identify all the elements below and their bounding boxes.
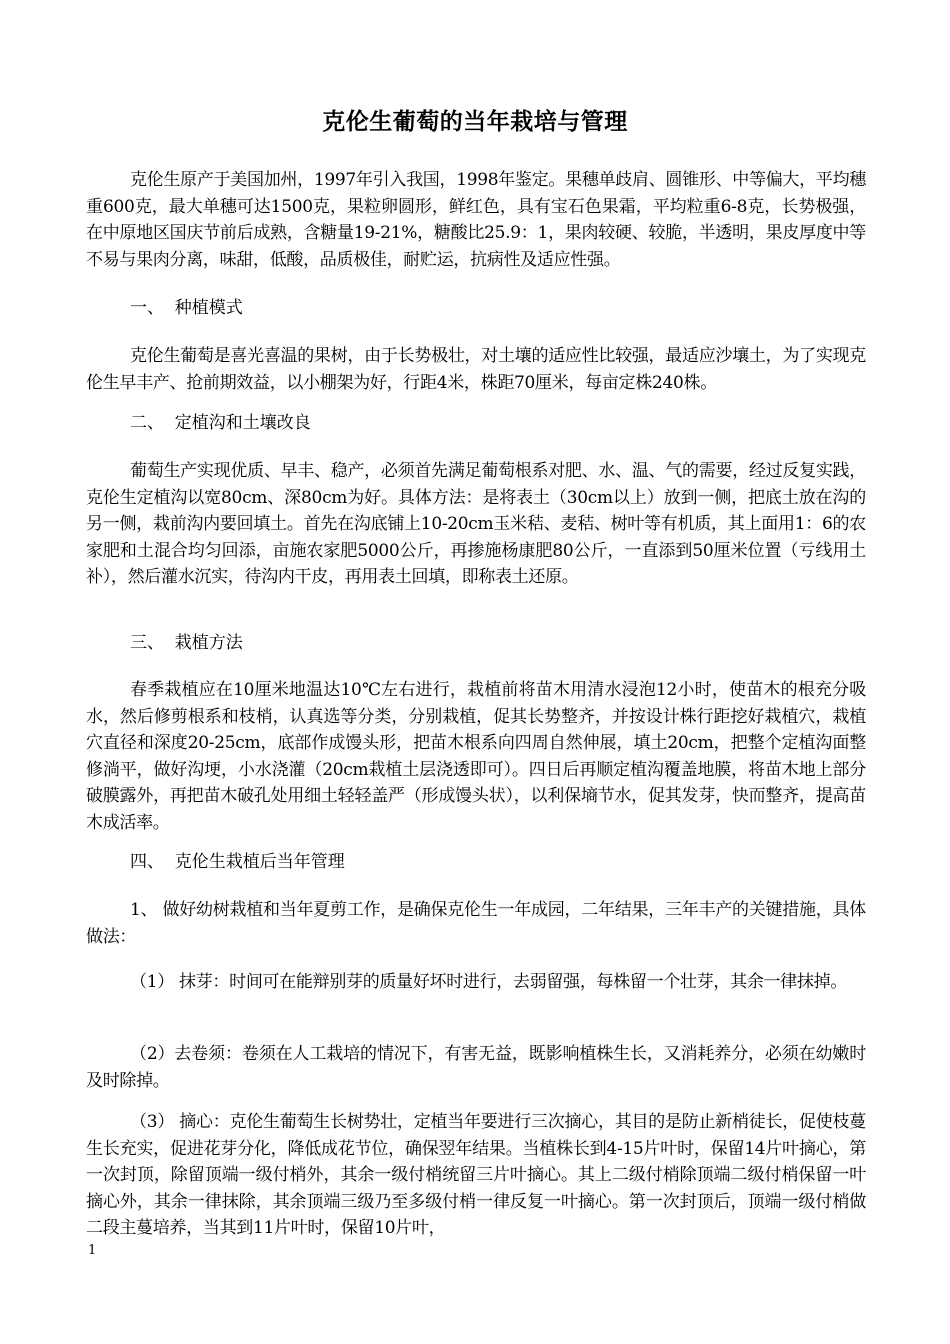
item-1-3-topping-paragraph: （3） 摘心：克伦生葡萄生长树势壮，定植当年要进行三次摘心，其目的是防止新梢徒长，促使枝蔓生长充实，促进花芽分化，降低成花节位，确保翌年结果。当植株长到4-15片叶时，保留14片叶摘心，第一次封顶，除留顶端一级付梢外，其余一级付梢统留三片叶摘心。其上二级付梢除顶端二级付梢保留一叶摘心外，其余一律抹除，其余顶端三级乃至多级付梢一律反复一叶摘心。第一次封顶后，顶端一级付梢做二段主蔓培养，当其到11片叶时，保留10片叶， bbox=[86, 1112, 866, 1238]
intro-paragraph: 克伦生原产于美国加州，1997年引入我国，1998年鉴定。果穗单歧肩、圆锥形、中等偏大，平均穗重600克，最大单穗可达1500克，果粒卵圆形，鲜红色，具有宝石色果霜，平均粒重6-8克，长势极强，在中原地区国庆节前后成熟，含糖量19-21%，糖酸比25.9：1，果肉较硬、较脆，半透明，果皮厚度中等不易与果肉分离，味甜，低酸，品质极佳，耐贮运，抗病性及适应性强。 bbox=[86, 170, 866, 270]
trench-soil-paragraph: 葡萄生产实现优质、早丰、稳产，必须首先满足葡萄根系对肥、水、温、气的需要，经过反复实践，克伦生定植沟以宽80cm、深80cm为好。具体方法：是将表土（30cm以上）放到一侧，把底土放在沟的另一侧，栽前沟内要回填土。首先在沟底铺上10-20cm玉米秸、麦秸、树叶等有机质，其上面用1：6的农家肥和土混合均匀回添，亩施农家肥5000公斤，再掺施杨康肥80公斤，一直添到50厘米位置（亏线用土补），然后灌水沉实，待沟内干皮，再用表土回填，即称表土还原。 bbox=[86, 461, 866, 587]
section-heading-first-year-management: 四、 克伦生栽植后当年管理 bbox=[130, 852, 345, 872]
page-number: 1 bbox=[88, 1243, 97, 1258]
item-1-paragraph: 1、 做好幼树栽植和当年夏剪工作，是确保克伦生一年成园，二年结果，三年丰产的关键措施，具体做法： bbox=[86, 900, 866, 947]
section-heading-trench-soil: 二、 定植沟和土壤改良 bbox=[130, 413, 311, 433]
document-title: 克伦生葡萄的当年栽培与管理 bbox=[322, 108, 628, 135]
section-heading-planting-mode: 一、 种植模式 bbox=[130, 298, 243, 318]
planting-mode-paragraph: 克伦生葡萄是喜光喜温的果树，由于长势极壮，对土壤的适应性比较强，最适应沙壤土，为了实现克伦生早丰产、抢前期效益，以小棚架为好，行距4米，株距70厘米，每亩定株240株。 bbox=[86, 346, 866, 393]
section-heading-planting-method: 三、 栽植方法 bbox=[130, 633, 243, 653]
item-1-2-tendril-removal-paragraph: （2）去卷须：卷须在人工栽培的情况下，有害无益，既影响植株生长，又消耗养分，必须在幼嫩时及时除掉。 bbox=[86, 1044, 866, 1091]
planting-method-paragraph: 春季栽植应在10厘米地温达10℃左右进行，栽植前将苗木用清水浸泡12小时，使苗木的根充分吸水，然后修剪根系和枝梢，认真选等分类，分别栽植，促其长势整齐，并按设计株行距挖好栽植穴，栽植穴直径和深度20-25cm，底部作成馒头形，把苗木根系向四周自然伸展，填土20cm，把整个定植沟面整修淌平，做好沟埂，小水浇灌（20cm栽植土层浇透即可）。四日后再顺定植沟覆盖地膜，将苗木地上部分破膜露外，再把苗木破孔处用细土轻轻盖严（形成馒头状），以利保墒节水，促其发芽，快而整齐，提高苗木成活率。 bbox=[86, 680, 866, 833]
item-1-1-disbudding-paragraph: （1） 抹芽：时间可在能辩别芽的质量好坏时进行，去弱留强，每株留一个壮芽，其余一律抹掉。 bbox=[130, 972, 848, 992]
